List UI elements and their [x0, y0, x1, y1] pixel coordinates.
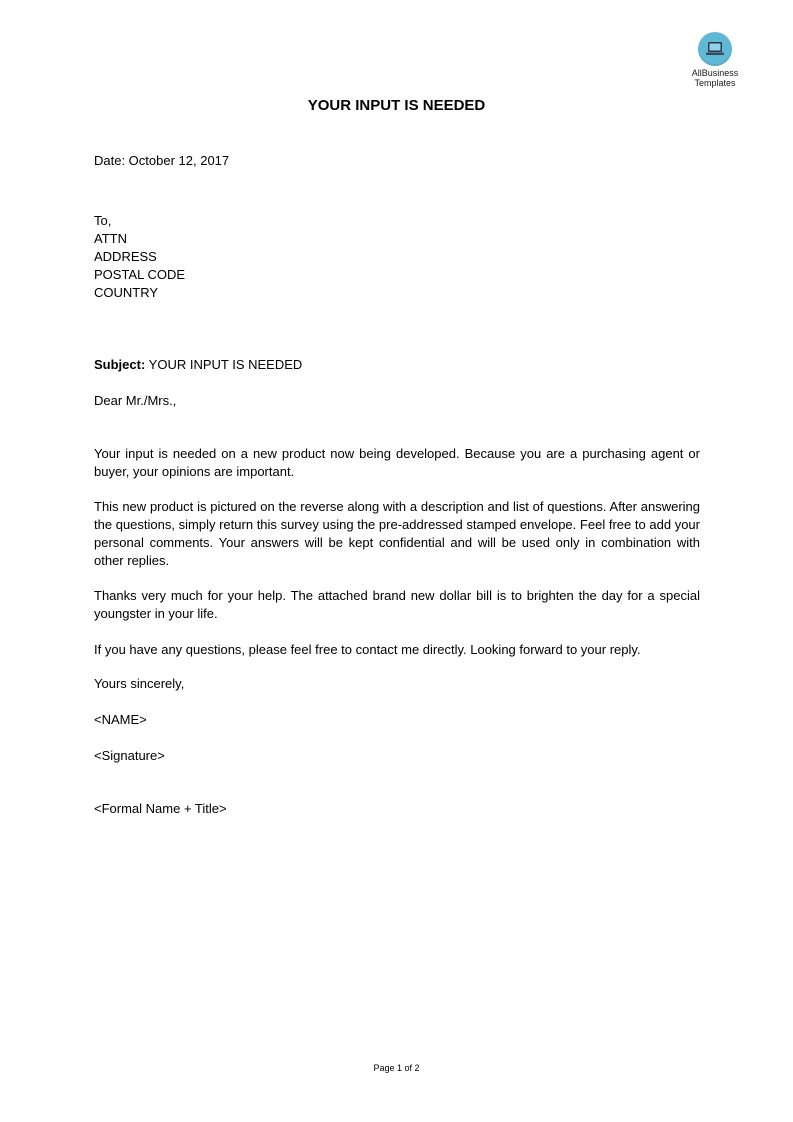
- formal-name-title: <Formal Name + Title>: [94, 801, 227, 816]
- logo-text-line2: Templates: [694, 78, 736, 88]
- logo-text-line1: AllBusiness: [691, 68, 739, 78]
- paragraph: This new product is pictured on the reverse along with a description and list of questions. After answering the questions, simply return this survey using the pre-addressed stamped envelope. Feel free to add your personal comments. Your answers will be kept confidential and will be used only in combination with other replies.: [94, 499, 700, 568]
- subject-label: Subject:: [94, 357, 146, 372]
- address-country: COUNTRY: [94, 285, 159, 300]
- recipient-address: [94, 212, 700, 302]
- address-postal: POSTAL CODE: [94, 267, 186, 282]
- sender-name: <NAME>: [94, 712, 147, 727]
- document-title: YOUR INPUT IS NEEDED: [307, 97, 486, 114]
- address-street: ADDRESS: [94, 249, 157, 264]
- company-logo: [684, 32, 746, 88]
- letter-body: [94, 152, 700, 818]
- laptop-icon: [698, 32, 732, 66]
- date-line: Date: October 12, 2017: [94, 153, 230, 168]
- subject-line: [94, 356, 700, 374]
- address-to: To,: [94, 213, 112, 228]
- signature-placeholder: <Signature>: [94, 748, 165, 763]
- page-number: Page 1 of 2: [373, 1063, 420, 1073]
- paragraph: Thanks very much for your help. The attached brand new dollar bill is to brighten the day for a special youngster in your life.: [94, 588, 700, 621]
- subject-text: YOUR INPUT IS NEEDED: [145, 357, 303, 372]
- closing: Yours sincerely,: [94, 676, 185, 691]
- salutation: Dear Mr./Mrs.,: [94, 393, 177, 408]
- address-attn: ATTN: [94, 231, 127, 246]
- paragraph: If you have any questions, please feel free to contact me directly. Looking forward to your reply.: [94, 642, 641, 657]
- paragraph: Your input is needed on a new product now being developed. Because you are a purchasing agent or buyer, your opinions are important.: [94, 446, 700, 479]
